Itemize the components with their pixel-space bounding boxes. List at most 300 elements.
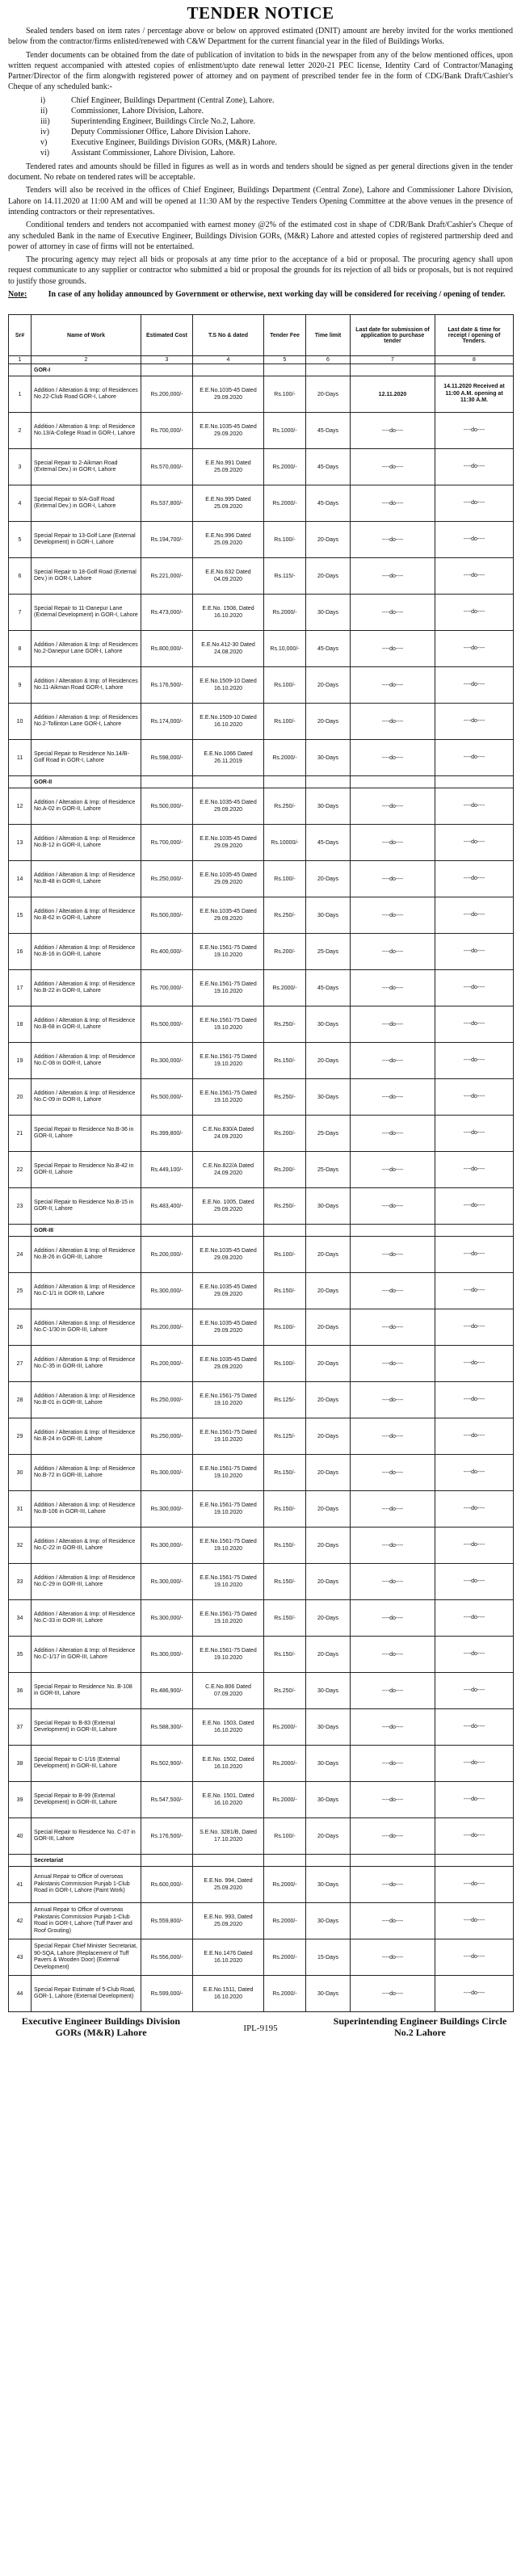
time-limit-cell: 30-Days [306,897,351,934]
last-date-cell: ----do---- [351,558,435,595]
section-empty-cell [9,776,32,788]
estimated-cost-cell: Rs.598,000/- [141,740,193,776]
time-limit-cell: 30-Days [306,788,351,825]
work-name-cell: Special Repair Chief Minister Secretariat, 90-SQA, Lahore (Replacement of Tuff Pavers & Wooden Door) (External Development) [32,1939,141,1976]
sr-cell: 34 [9,1600,32,1637]
tender-fee-cell: Rs.2000/- [264,485,306,522]
time-limit-cell: 30-Days [306,595,351,631]
work-name-cell: Addition / Alteration & Imp: of Residence No.B-01 in GOR-III, Lahore [32,1382,141,1418]
section-empty-cell [435,1855,514,1867]
table-row [9,1188,514,1225]
last-date-cell: ----do---- [351,704,435,740]
table-row [9,413,514,449]
sr-cell: 12 [9,788,32,825]
page-title: TENDER NOTICE [187,3,334,23]
section-empty-cell [306,364,351,376]
last-date-cell: ----do---- [351,1152,435,1188]
time-limit-cell: 30-Days [306,1782,351,1818]
tender-fee-cell: Rs.2000/- [264,1867,306,1903]
last-date-cell: ----do---- [351,1867,435,1903]
estimated-cost-cell: Rs.502,900/- [141,1746,193,1782]
receipt-opening-cell: ----do---- [435,934,514,970]
estimated-cost-cell: Rs.176,500/- [141,1818,193,1855]
work-name-cell: Addition / Alteration & Imp: of Residence No.C-29 in GOR-III, Lahore [32,1564,141,1600]
section-name: GOR-II [32,776,141,788]
work-name-cell: Addition / Alteration & Imp: of Residence No.B-16 in GOR-II, Lahore [32,934,141,970]
tender-fee-cell: Rs.250/- [264,1006,306,1043]
section-name: GOR-III [32,1225,141,1237]
time-limit-cell: 20-Days [306,1455,351,1491]
office-item [40,137,513,148]
sr-cell: 28 [9,1382,32,1418]
section-empty-cell [435,776,514,788]
sr-cell: 41 [9,1867,32,1903]
last-date-cell: ----do---- [351,1637,435,1673]
office-number: ii) [40,106,48,116]
work-name-cell: Special Repair to Residence No.B-36 in GOR-II, Lahore [32,1116,141,1152]
ts-number-cell: E.E.No.1035-45 Dated 29.09.2020 [193,788,264,825]
ts-number-cell: E.E.No.1035-45 Dated 29.09.2020 [193,861,264,897]
sr-cell: 21 [9,1116,32,1152]
table-row [9,1528,514,1564]
receipt-opening-cell: 14.11.2020 Received at 11:00 A.M. opening at 11:30 A.M. [435,376,514,413]
table-row [9,1637,514,1673]
time-limit-cell: 15-Days [306,1939,351,1976]
ts-number-cell: E.E.No.632 Dated 04.09.2020 [193,558,264,595]
table-row [9,934,514,970]
estimated-cost-cell: Rs.221,000/- [141,558,193,595]
sr-cell: 43 [9,1939,32,1976]
tender-fee-cell: Rs.150/- [264,1528,306,1564]
col-num: 7 [351,356,435,364]
sr-cell: 13 [9,825,32,861]
tender-fee-cell: Rs.2000/- [264,1709,306,1746]
section-name: Secretariat [32,1855,141,1867]
sr-cell: 25 [9,1273,32,1309]
tender-fee-cell: Rs.2000/- [264,1746,306,1782]
estimated-cost-cell: Rs.700,000/- [141,970,193,1006]
time-limit-cell: 20-Days [306,1528,351,1564]
work-name-cell: Addition / Alteration & Imp: of Residence No.C-35 in GOR-III, Lahore [32,1346,141,1382]
last-date-cell: ----do---- [351,1818,435,1855]
work-name-cell: Special Repair to B-83 (External Development) in GOR-III, Lahore [32,1709,141,1746]
work-name-cell: Addition / Alteration & Imp: of Residence No.B-26 in GOR-III, Lahore [32,1237,141,1273]
table-row [9,1346,514,1382]
receipt-opening-cell: ----do---- [435,1309,514,1346]
tender-fee-cell: Rs.250/- [264,1188,306,1225]
estimated-cost-cell: Rs.300,000/- [141,1637,193,1673]
table-row [9,897,514,934]
tender-fee-cell: Rs.150/- [264,1491,306,1528]
sr-cell: 2 [9,413,32,449]
section-row [9,776,514,788]
tender-fee-cell: Rs.250/- [264,1079,306,1116]
time-limit-cell: 20-Days [306,1418,351,1455]
last-date-cell: ----do---- [351,1746,435,1782]
table-row [9,1237,514,1273]
tender-fee-cell: Rs.115/- [264,558,306,595]
time-limit-cell: 20-Days [306,1564,351,1600]
ts-number-cell: E.E.No.1509-10 Dated 16.10.2020 [193,667,264,704]
receipt-opening-cell: ----do---- [435,1116,514,1152]
receipt-opening-cell: ----do---- [435,1079,514,1116]
section-empty-cell [141,364,193,376]
office-name: Executive Engineer, Buildings Division GORs, (M&R) Lahore. [71,137,277,147]
sr-cell: 15 [9,897,32,934]
receipt-opening-cell: ----do---- [435,558,514,595]
receipt-opening-cell: ----do---- [435,1637,514,1673]
sr-cell: 4 [9,485,32,522]
tender-fee-cell: Rs.2000/- [264,1939,306,1976]
tender-fee-cell: Rs.200/- [264,1116,306,1152]
section-row [9,1855,514,1867]
estimated-cost-cell: Rs.500,000/- [141,897,193,934]
estimated-cost-cell: Rs.300,000/- [141,1455,193,1491]
header-sr: Sr# [9,315,32,356]
col-num: 5 [264,356,306,364]
ts-number-cell: E.E.No.996 Dated 25.09.2020 [193,522,264,558]
estimated-cost-cell: Rs.500,000/- [141,1079,193,1116]
time-limit-cell: 20-Days [306,667,351,704]
estimated-cost-cell: Rs.250,000/- [141,1382,193,1418]
work-name-cell: Special Repair to 18-Golf Road (External Dev.) in GOR-I, Lahore [32,558,141,595]
sr-cell: 3 [9,449,32,485]
last-date-cell: ----do---- [351,1006,435,1043]
ts-number-cell: E.E.No. 1508, Dated 16.10.2020 [193,595,264,631]
work-name-cell: Annual Repair to Office of overseas Pakistanis Commission Punjab 1-Club Road in GOR-I, Lahore (Tuff Paver and Roof Grouting) [32,1903,141,1939]
section-empty-cell [141,1225,193,1237]
sr-cell: 29 [9,1418,32,1455]
work-name-cell: Addition / Alteration & Imp: of Residence No.C-33 in GOR-III, Lahore [32,1600,141,1637]
table-row [9,1673,514,1709]
estimated-cost-cell: Rs.399,800/- [141,1116,193,1152]
work-name-cell: Special Repair Estimate of 5-Club Road, GOR-1, Lahore (External Development) [32,1976,141,2012]
sr-cell: 37 [9,1709,32,1746]
work-name-cell: Addition / Alteration & Imp: of Residence No.B-48 in GOR-II, Lahore [32,861,141,897]
work-name-cell: Addition / Alteration & Imp: of Residence No.13/A-College Road in GOR-I, Lahore [32,413,141,449]
note-text: In case of any holiday announced by Government or otherwise, next working day will be considered for receiving / opening of tender. [48,290,506,300]
ts-number-cell: E.E.No. 1501, Dated 16.10.2020 [193,1782,264,1818]
section-empty-cell [9,364,32,376]
section-empty-cell [264,1855,306,1867]
sr-cell: 35 [9,1637,32,1673]
time-limit-cell: 30-Days [306,1746,351,1782]
works-table [8,314,514,2012]
tender-fee-cell: Rs.100/- [264,667,306,704]
work-name-cell: Addition / Alteration & Imp: of Residence No.A-02 in GOR-II, Lahore [32,788,141,825]
table-row [9,1867,514,1903]
sr-cell: 5 [9,522,32,558]
time-limit-cell: 20-Days [306,704,351,740]
receipt-opening-cell: ----do---- [435,1382,514,1418]
last-date-cell: ----do---- [351,1709,435,1746]
receipt-opening-cell: ----do---- [435,1346,514,1382]
tender-fee-cell: Rs.2000/- [264,1782,306,1818]
sr-cell: 30 [9,1455,32,1491]
estimated-cost-cell: Rs.200,000/- [141,1346,193,1382]
estimated-cost-cell: Rs.200,000/- [141,1237,193,1273]
work-name-cell: Addition / Alteration & Imp: of Residence No.B-72 in GOR-III, Lahore [32,1455,141,1491]
table-row [9,1818,514,1855]
receipt-opening-cell: ----do---- [435,1903,514,1939]
tender-fee-cell: Rs.100/- [264,376,306,413]
time-limit-cell: 20-Days [306,1237,351,1273]
tender-fee-cell: Rs.2000/- [264,595,306,631]
estimated-cost-cell: Rs.500,000/- [141,788,193,825]
table-header-row [9,315,514,356]
estimated-cost-cell: Rs.537,800/- [141,485,193,522]
ts-number-cell: E.E.No.1561-75 Dated 19.10.2020 [193,1006,264,1043]
tender-fee-cell: Rs.150/- [264,1043,306,1079]
col-num: 3 [141,356,193,364]
last-date-cell: ----do---- [351,1455,435,1491]
ts-number-cell: E.E.No.1035-45 Dated 29.09.2020 [193,413,264,449]
time-limit-cell: 45-Days [306,825,351,861]
time-limit-cell: 30-Days [306,1006,351,1043]
sr-cell: 7 [9,595,32,631]
table-row [9,1043,514,1079]
table-row [9,1079,514,1116]
section-empty-cell [264,776,306,788]
sr-cell: 1 [9,376,32,413]
estimated-cost-cell: Rs.600,000/- [141,1867,193,1903]
ts-number-cell: E.E.No.1561-75 Dated 19.10.2020 [193,1528,264,1564]
sr-cell: 40 [9,1818,32,1855]
sr-cell: 18 [9,1006,32,1043]
time-limit-cell: 25-Days [306,934,351,970]
time-limit-cell: 45-Days [306,413,351,449]
estimated-cost-cell: Rs.500,000/- [141,1006,193,1043]
tender-fee-cell: Rs.100/- [264,1309,306,1346]
last-date-cell: ----do---- [351,631,435,667]
section-empty-cell [264,364,306,376]
time-limit-cell: 30-Days [306,1709,351,1746]
last-date-cell: ----do---- [351,1976,435,2012]
table-row [9,1564,514,1600]
work-name-cell: Addition / Alteration & Imp: of Residence No.B-62 in GOR-II, Lahore [32,897,141,934]
receipt-opening-cell: ----do---- [435,1709,514,1746]
last-date-cell: ----do---- [351,1528,435,1564]
receipt-opening-cell: ----do---- [435,1939,514,1976]
ts-number-cell: E.E.No.1035-45 Dated 29.09.2020 [193,1309,264,1346]
office-name: Chief Engineer, Buildings Department (Central Zone), Lahore. [71,95,275,105]
estimated-cost-cell: Rs.570,000/- [141,449,193,485]
tender-fee-cell: Rs.125/- [264,1382,306,1418]
table-row [9,1903,514,1939]
table-row [9,558,514,595]
ts-number-cell: E.E.No. 993, Dated 25.09.2020 [193,1903,264,1939]
sr-cell: 11 [9,740,32,776]
last-date-cell: ----do---- [351,449,435,485]
work-name-cell: Addition / Alteration & Imp: of Residence No.C-09 in GOR-II, Lahore [32,1079,141,1116]
note-label: Note: [8,290,27,300]
ts-number-cell: E.E.No. 1503, Dated 16.10.2020 [193,1709,264,1746]
time-limit-cell: 20-Days [306,1273,351,1309]
estimated-cost-cell: Rs.473,000/- [141,595,193,631]
receipt-opening-cell: ----do---- [435,1976,514,2012]
col-num: 6 [306,356,351,364]
work-name-cell: Special Repair to Residence No. B-108 in GOR-III, Lahore [32,1673,141,1709]
intro-paragraph: Sealed tenders based on item rates / percentage above or below on approved estimated (DNIT) amount are hereby invited for the works mentioned below from the contractor/firms enlisted/renewed with C&W Department for the current financial year in the filed of Buildings Works. [8,27,513,47]
work-name-cell: Special Repair to 2-Aikman Road (External Dev.) in GOR-I, Lahore [32,449,141,485]
receipt-opening-cell: ----do---- [435,1043,514,1079]
ts-number-cell: E.E.No.1066 Dated 26.11.2019 [193,740,264,776]
work-name-cell: Addition / Alteration & Imp: of Residence No.C-1/17 in GOR-III, Lahore [32,1637,141,1673]
rates-paragraph: Tendered rates and amounts should be filled in figures as well as in words and tenders should be signed as per general directions given in the tender document. No rebate on tendered rates will be acceptable. [8,162,513,183]
ts-number-cell: E.E.No.991 Dated 25.09.2020 [193,449,264,485]
ts-number-cell: E.E.No.1035-45 Dated 29.09.2020 [193,1346,264,1382]
tender-fee-cell: Rs.150/- [264,1455,306,1491]
last-date-cell: ----do---- [351,522,435,558]
section-empty-cell [435,364,514,376]
ts-number-cell: E.E.No.1561-75 Dated 19.10.2020 [193,1418,264,1455]
work-name-cell: Addition / Alteration & Imp: of Residence No.C-1/1 in GOR-III, Lahore [32,1273,141,1309]
work-name-cell: Addition / Alteration & Imp: of Residence No.B-106 in GOR-III, Lahore [32,1491,141,1528]
offices-list [8,95,513,158]
office-number: iii) [40,116,50,126]
col-num: 8 [435,356,514,364]
tender-fee-cell: Rs.2000/- [264,1903,306,1939]
table-row [9,522,514,558]
holiday-note [8,289,513,300]
receipt-opening-cell: ----do---- [435,1867,514,1903]
section-empty-cell [9,1855,32,1867]
estimated-cost-cell: Rs.486,900/- [141,1673,193,1709]
time-limit-cell: 20-Days [306,1491,351,1528]
table-row [9,1491,514,1528]
receipt-opening-cell: ----do---- [435,1564,514,1600]
sr-cell: 31 [9,1491,32,1528]
ts-number-cell: E.E.No.412-30 Dated 24.08.2020 [193,631,264,667]
receipt-opening-cell: ----do---- [435,1188,514,1225]
time-limit-cell: 25-Days [306,1152,351,1188]
time-limit-cell: 20-Days [306,1043,351,1079]
last-date-cell: ----do---- [351,970,435,1006]
last-date-cell: 12.11.2020 [351,376,435,413]
last-date-cell: ----do---- [351,413,435,449]
receipt-opening-cell: ----do---- [435,595,514,631]
sr-cell: 22 [9,1152,32,1188]
table-row [9,1746,514,1782]
time-limit-cell: 20-Days [306,1637,351,1673]
header-ts: T.S No & dated [193,315,264,356]
receipt-opening-cell: ----do---- [435,1746,514,1782]
office-name: Commissioner, Lahore Division, Lahore. [71,106,204,116]
table-row [9,1455,514,1491]
receipt-opening-cell: ----do---- [435,1006,514,1043]
tender-fee-cell: Rs.1000/- [264,413,306,449]
section-empty-cell [306,1855,351,1867]
sr-cell: 27 [9,1346,32,1382]
tender-fee-cell: Rs.100/- [264,522,306,558]
receipt-opening-cell: ----do---- [435,1152,514,1188]
table-row [9,704,514,740]
work-name-cell: Addition / Alteration & Imp: of Residences No.2-Tollinton Lane GOR-I, Lahore [32,704,141,740]
last-date-cell: ----do---- [351,1237,435,1273]
tender-fee-cell: Rs.250/- [264,1673,306,1709]
receipt-opening-cell: ----do---- [435,667,514,704]
ts-number-cell: E.E.No.1035-45 Dated 29.09.2020 [193,897,264,934]
time-limit-cell: 20-Days [306,376,351,413]
sr-cell: 42 [9,1903,32,1939]
receipt-opening-cell: ----do---- [435,1600,514,1637]
tender-fee-cell: Rs.150/- [264,1600,306,1637]
ts-number-cell: E.E.No.1561-75 Dated 19.10.2020 [193,1382,264,1418]
receipt-opening-cell: ----do---- [435,1273,514,1309]
work-name-cell: Addition / Alteration & Imp: of Residences No.11-Aikman Road GOR-I, Lahore [32,667,141,704]
time-limit-cell: 20-Days [306,1382,351,1418]
time-limit-cell: 30-Days [306,1079,351,1116]
ts-number-cell: E.E.No.1561-75 Dated 19.10.2020 [193,1637,264,1673]
tender-fee-cell: Rs.250/- [264,897,306,934]
header-fee: Tender Fee [264,315,306,356]
estimated-cost-cell: Rs.547,500/- [141,1782,193,1818]
last-date-cell: ----do---- [351,667,435,704]
rejection-paragraph: The procuring agency may reject all bids or proposals at any time prior to the acceptance of a bid or proposal. The procuring agency shall upon request communicate to any supplier or contractor who submitted a bid or proposal the grounds for its rejection of all bids or proposals, but is not required to justify those grounds. [8,255,513,286]
last-date-cell: ----do---- [351,897,435,934]
section-empty-cell [193,1855,264,1867]
time-limit-cell: 30-Days [306,1188,351,1225]
office-item [40,148,513,158]
table-row [9,740,514,776]
receipt-opening-cell: ----do---- [435,1818,514,1855]
tender-fee-cell: Rs.100/- [264,861,306,897]
work-name-cell: Addition / Alteration & Imp: of Residence No.B-12 in GOR-II, Lahore [32,825,141,861]
sr-cell: 38 [9,1746,32,1782]
estimated-cost-cell: Rs.300,000/- [141,1528,193,1564]
header-receipt: Last date & time for receipt / opening of Tenders. [435,315,514,356]
ts-number-cell: E.E.No.1476 Dated 16.10.2020 [193,1939,264,1976]
work-name-cell: Addition / Alteration & Imp: of Residence No.B-24 in GOR-III, Lahore [32,1418,141,1455]
work-name-cell: Addition / Alteration & Imp: of Residence No.C-08 in GOR-II, Lahore [32,1043,141,1079]
col-num: 2 [32,356,141,364]
ts-number-cell: E.E.No.1561-75 Dated 19.10.2020 [193,1600,264,1637]
table-row [9,861,514,897]
table-row [9,376,514,413]
last-date-cell: ----do---- [351,1564,435,1600]
sr-cell: 36 [9,1673,32,1709]
last-date-cell: ----do---- [351,1309,435,1346]
receipt-opening-cell: ----do---- [435,788,514,825]
section-empty-cell [306,776,351,788]
ts-number-cell: S.E.No. 3281/B, Dated 17.10.2020 [193,1818,264,1855]
table-row [9,825,514,861]
office-name: Assistant Commissioner, Lahore Division, Lahore. [71,148,236,158]
estimated-cost-cell: Rs.300,000/- [141,1491,193,1528]
last-date-cell: ----do---- [351,861,435,897]
receipt-opening-cell: ----do---- [435,413,514,449]
signature-footer [8,2015,513,2038]
office-item [40,116,513,127]
superintending-engineer-signature: Superintending Engineer Buildings Circle No.2 Lahore [333,2015,507,2039]
work-name-cell: Special Repair to Residence No.B-42 in GOR-II, Lahore [32,1152,141,1188]
time-limit-cell: 20-Days [306,1309,351,1346]
tender-fee-cell: Rs.100/- [264,1237,306,1273]
receipt-opening-cell: ----do---- [435,1782,514,1818]
estimated-cost-cell: Rs.556,000/- [141,1939,193,1976]
table-row [9,449,514,485]
time-limit-cell: 20-Days [306,861,351,897]
estimated-cost-cell: Rs.174,000/- [141,704,193,740]
office-item [40,95,513,106]
receipt-opening-cell: ----do---- [435,740,514,776]
last-date-cell: ----do---- [351,1382,435,1418]
section-empty-cell [351,776,435,788]
estimated-cost-cell: Rs.300,000/- [141,1043,193,1079]
work-name-cell: Special Repair to Residence No.B-15 in GOR-II, Lahore [32,1188,141,1225]
last-date-cell: ----do---- [351,934,435,970]
last-date-cell: ----do---- [351,1782,435,1818]
